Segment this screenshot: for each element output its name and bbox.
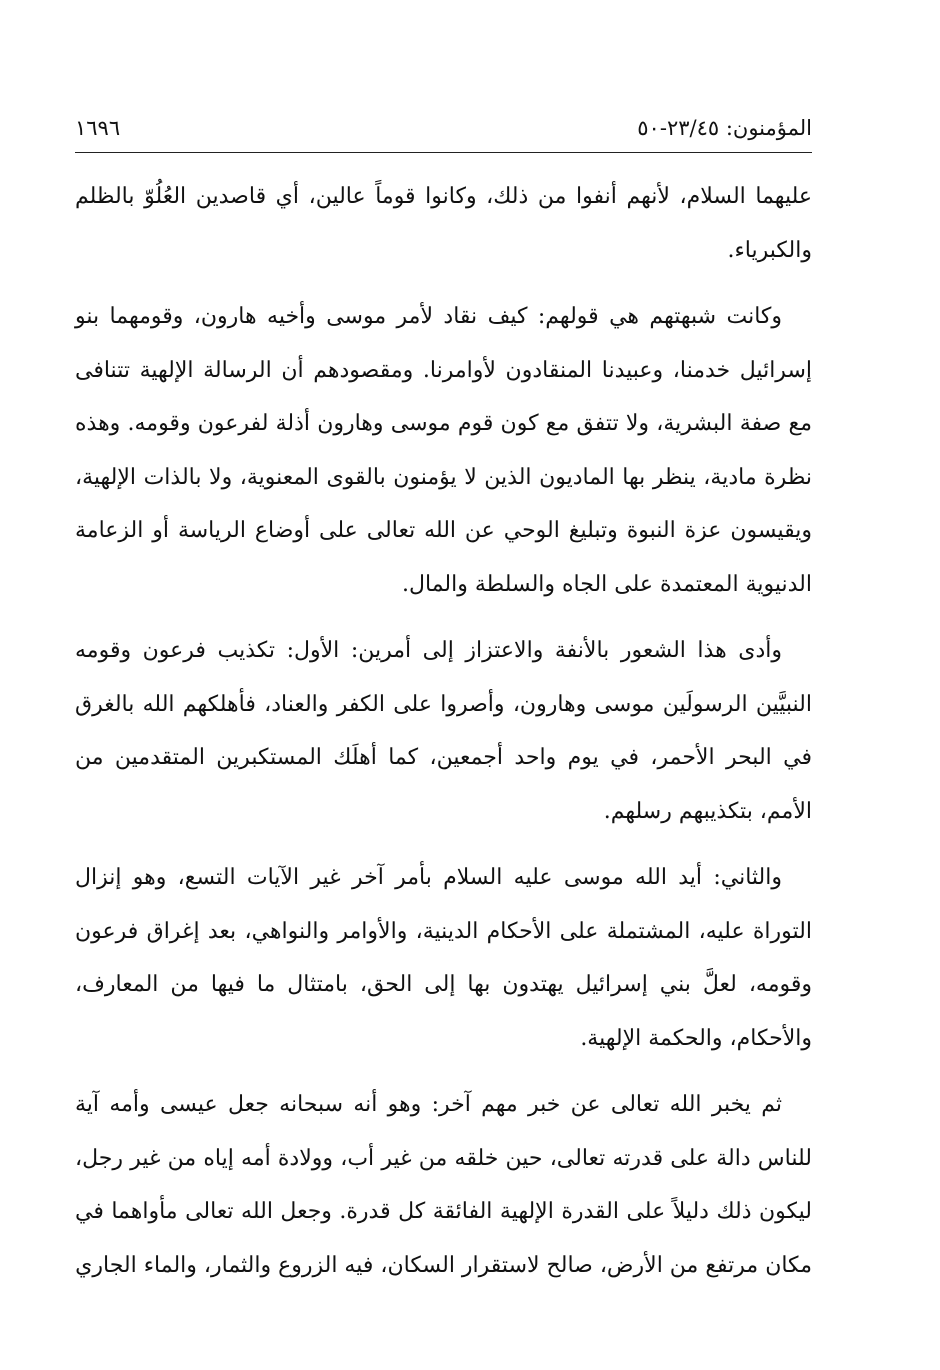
page-header xyxy=(75,112,812,152)
page-number: ١٦٩٦ xyxy=(75,116,121,140)
paragraph-5: ثم يخبر الله تعالى عن خبر مهم آخر: وهو أنه سبحانه جعل عيسى وأمه آية للناس دالة على قدرته تعالى، حين خلقه من غير أب، وولادة أمه إياه من غير رجل، ليكون ذلك دليلاً على القدرة الإلهية الفائقة كل قدرة. وجعل الله تعالى مأواهما في مكان مرتفع من الأرض، صالح لاستقرار السكان، فيه الزروع والثمار، والماء الجاري xyxy=(75,1092,812,1278)
paragraph-3: وأدى هذا الشعور بالأنفة والاعتزاز إلى أمرين: الأول: تكذيب فرعون وقومه النبيَّين الرسولَين موسى وهارون، وأصروا على الكفر والعناد، فأهلكهم الله بالغرق في البحر الأحمر، في يوم واحد أجمعين، كما أهلَك المستكبرين المتقدمين من الأمم، بتكذيبهم رسلهم. xyxy=(75,638,812,824)
header-divider xyxy=(75,152,812,153)
body-text xyxy=(75,170,812,1292)
paragraph-4: والثاني: أيد الله موسى عليه السلام بأمر آخر غير الآيات التسع، وهو إنزال التوراة عليه، المشتملة على الأحكام الدينية، والأوامر والنواهي، بعد إغراق فرعون وقومه، لعلَّ بني إسرائيل يهتدون بها إلى الحق، بامتثال ما فيها من المعارف، والأحكام، والحكمة الإلهية. xyxy=(75,865,812,1051)
paragraph-2: وكانت شبهتهم هي قولهم: كيف نقاد لأمر موسى وأخيه هارون، وقومهما بنو إسرائيل خدمنا، وعبيدنا المنقادون لأوامرنا. ومقصودهم أن الرسالة الإلهية تتنافى مع صفة البشرية، ولا تتفق مع كون قوم موسى وهارون أذلة لفرعون وقومه. وهذه نظرة مادية، ينظر بها الماديون الذين لا يؤمنون بالقوى المعنوية، ولا بالذات الإلهية، ويقيسون عزة النبوة وتبليغ الوحي عن الله تعالى على أوضاع الرياسة أو الزعامة الدنيوية المعتمدة على الجاه والسلطة والمال. xyxy=(75,304,812,597)
running-title: المؤمنون: ٢٣/٤٥-٥٠ xyxy=(637,116,812,140)
paragraph-1: عليهما السلام، لأنهم أنفوا من ذلك، وكانوا قوماً عالين، أي قاصدين العُلُوّ بالظلم والكبرياء. xyxy=(75,184,812,263)
